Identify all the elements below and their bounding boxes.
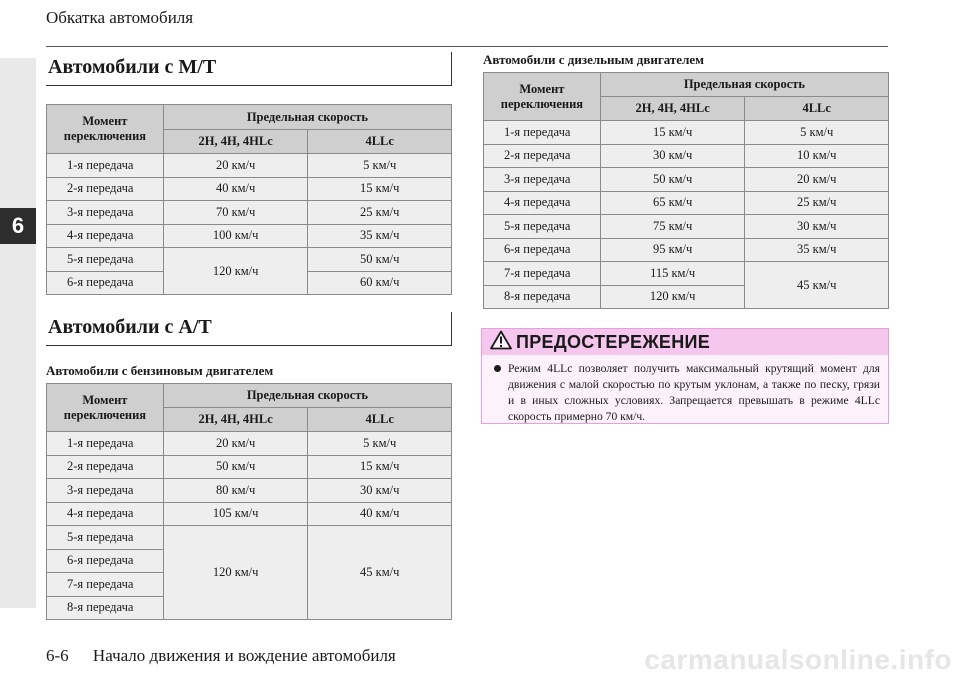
page-number: 6-6	[46, 646, 69, 665]
at-speed-b: 5 км/ч	[308, 432, 452, 456]
mt-head-moment: Момент переключения	[47, 105, 164, 154]
warning-box	[481, 328, 889, 424]
mt-speed-a: 40 км/ч	[163, 177, 308, 201]
at-head-moment: Момент переключения	[47, 384, 164, 432]
at-gear: 1-я передача	[47, 432, 164, 456]
diesel-subtitle: Автомобили с дизельным двигателем	[483, 52, 704, 67]
at-speed-a: 80 км/ч	[163, 479, 308, 503]
at-col-a: 2H, 4H, 4HLc	[163, 408, 308, 432]
bullet-icon	[494, 365, 501, 372]
running-header: Обкатка автомобиля	[46, 8, 194, 27]
mt-gear: 1-я передача	[47, 154, 164, 178]
mt-col-b: 4LLc	[308, 130, 452, 154]
mt-speed-b: 5 км/ч	[308, 154, 452, 178]
at-speed-b: 15 км/ч	[308, 455, 452, 479]
diesel-speed-b: 10 км/ч	[745, 144, 889, 168]
diesel-gear: 3-я передача	[484, 168, 601, 192]
mt-gear: 4-я передача	[47, 224, 164, 248]
at-speed-a: 50 км/ч	[163, 455, 308, 479]
at-col-b: 4LLc	[308, 408, 452, 432]
warning-header	[482, 329, 888, 355]
at-gear: 7-я передача	[47, 573, 164, 597]
at-gear: 2-я передача	[47, 455, 164, 479]
diesel-speed-b: 20 км/ч	[745, 168, 889, 192]
at-speed-a: 120 км/ч	[163, 526, 308, 620]
diesel-speed-a: 50 км/ч	[600, 168, 745, 192]
diesel-gear: 4-я передача	[484, 191, 601, 215]
at-gear: 3-я передача	[47, 479, 164, 503]
at-gear: 5-я передача	[47, 526, 164, 550]
diesel-speed-a: 115 км/ч	[600, 262, 745, 286]
diesel-col-a: 2H, 4H, 4HLc	[600, 97, 745, 121]
mt-speed-b: 35 км/ч	[308, 224, 452, 248]
diesel-speed-a: 15 км/ч	[600, 121, 745, 145]
at-speed-b: 30 км/ч	[308, 479, 452, 503]
mt-gear: 3-я передача	[47, 201, 164, 225]
mt-speed-a: 100 км/ч	[163, 224, 308, 248]
chapter-name: Начало движения и вождение автомобиля	[92, 646, 396, 665]
warning-body: Режим 4LLc позволяет получить максимальный крутящий момент для движения с малой скоростью по крутым уклонам, а также по песку, грязи и в иных сложных условиях. Запрещается превышать в режиме 4LLc скорость примерно 70 км/ч.	[508, 362, 880, 423]
diesel-speed-a: 65 км/ч	[600, 191, 745, 215]
diesel-speed-a: 30 км/ч	[600, 144, 745, 168]
side-strip	[0, 58, 36, 608]
mt-gear: 2-я передача	[47, 177, 164, 201]
at-speed-b: 40 км/ч	[308, 502, 452, 526]
at-section-title: Автомобили с A/T	[46, 316, 452, 346]
page-footer	[46, 646, 396, 666]
at-gear: 8-я передача	[47, 596, 164, 620]
mt-speed-a: 120 км/ч	[163, 248, 308, 295]
at-petrol-speed-table	[46, 383, 452, 620]
diesel-gear: 1-я передача	[484, 121, 601, 145]
mt-gear: 6-я передача	[47, 271, 164, 295]
mt-speed-b: 60 км/ч	[308, 271, 452, 295]
at-speed-a: 20 км/ч	[163, 432, 308, 456]
diesel-speed-a: 120 км/ч	[600, 285, 745, 309]
diesel-col-b: 4LLc	[745, 97, 889, 121]
diesel-gear: 8-я передача	[484, 285, 601, 309]
diesel-speed-b: 5 км/ч	[745, 121, 889, 145]
chapter-tab: 6	[0, 208, 36, 244]
diesel-speed-b: 45 км/ч	[745, 262, 889, 309]
mt-speed-a: 20 км/ч	[163, 154, 308, 178]
mt-speed-a: 70 км/ч	[163, 201, 308, 225]
diesel-speed-a: 95 км/ч	[600, 238, 745, 262]
warning-triangle-icon	[490, 330, 512, 355]
at-gear: 4-я передача	[47, 502, 164, 526]
mt-section-title: Автомобили с M/T	[46, 56, 452, 86]
mt-head-speed: Предельная скорость	[163, 105, 451, 130]
diesel-gear: 7-я передача	[484, 262, 601, 286]
diesel-speed-b: 30 км/ч	[745, 215, 889, 239]
diesel-gear: 6-я передача	[484, 238, 601, 262]
mt-col-a: 2H, 4H, 4HLc	[163, 130, 308, 154]
mt-gear: 5-я передача	[47, 248, 164, 272]
mt-speed-b: 15 км/ч	[308, 177, 452, 201]
watermark: carmanualsonline.info	[644, 644, 952, 675]
mt-speed-table	[46, 104, 452, 295]
diesel-speed-a: 75 км/ч	[600, 215, 745, 239]
at-speed-a: 105 км/ч	[163, 502, 308, 526]
at-gear: 6-я передача	[47, 549, 164, 573]
mt-speed-b: 50 км/ч	[308, 248, 452, 272]
diesel-gear: 5-я передача	[484, 215, 601, 239]
diesel-head-moment: Момент переключения	[484, 73, 601, 121]
header-rule	[46, 46, 888, 47]
at-head-speed: Предельная скорость	[163, 384, 451, 408]
at-petrol-subtitle: Автомобили с бензиновым двигателем	[46, 363, 274, 378]
diesel-head-speed: Предельная скорость	[600, 73, 888, 97]
at-speed-b: 45 км/ч	[308, 526, 452, 620]
warning-label: ПРЕДОСТЕРЕЖЕНИЕ	[516, 331, 711, 352]
diesel-speed-b: 25 км/ч	[745, 191, 889, 215]
diesel-speed-table	[483, 72, 889, 309]
diesel-gear: 2-я передача	[484, 144, 601, 168]
diesel-speed-b: 35 км/ч	[745, 238, 889, 262]
mt-speed-b: 25 км/ч	[308, 201, 452, 225]
warning-text	[482, 355, 888, 425]
